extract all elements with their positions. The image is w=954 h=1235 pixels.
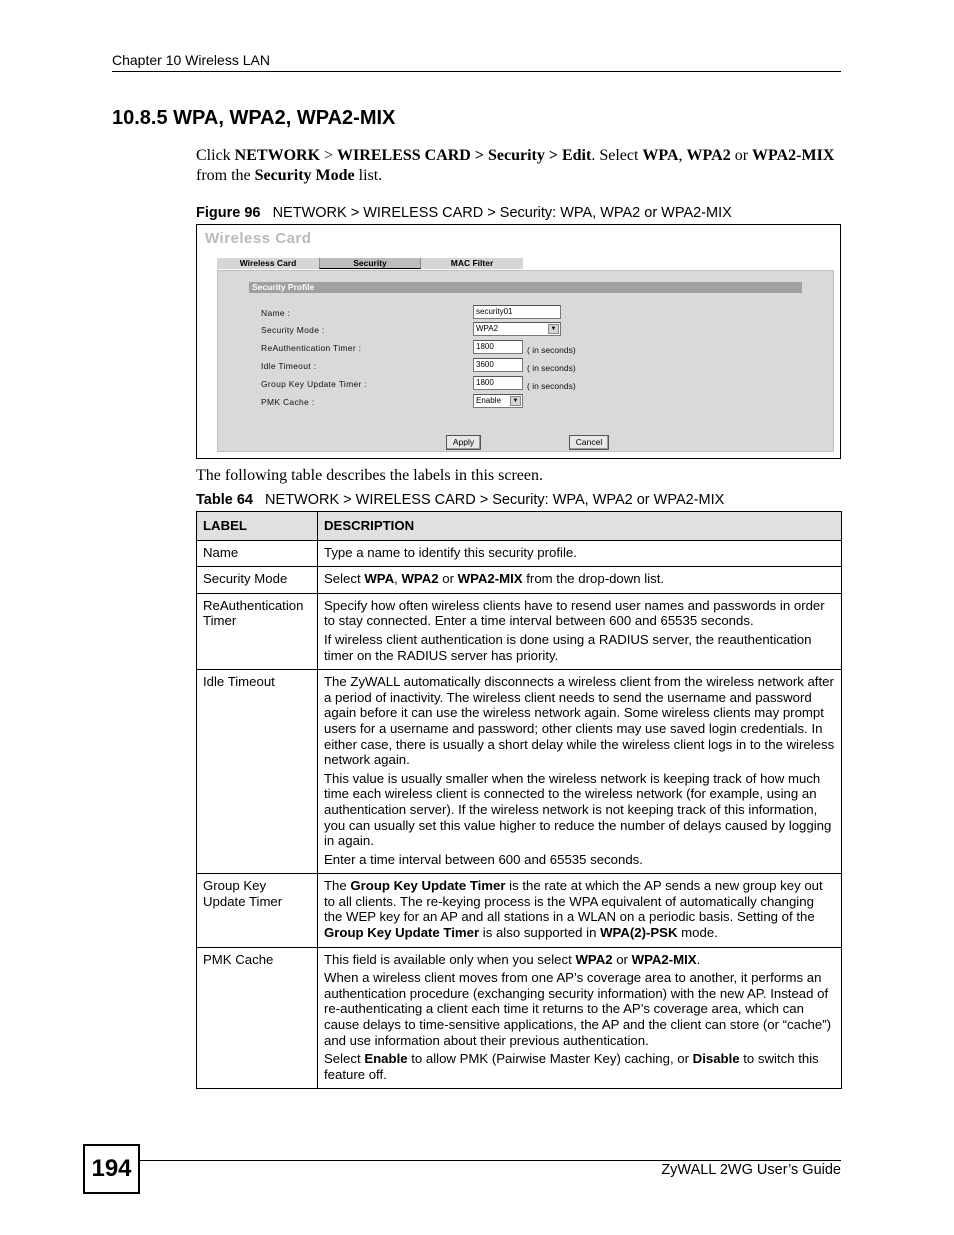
table-header-row <box>197 512 842 541</box>
table-caption: Table 64 NETWORK > WIRELESS CARD > Security: WPA, WPA2 or WPA2-MIX <box>196 492 725 508</box>
pmk-cache-select[interactable]: Enable ▼ <box>473 394 523 408</box>
row-label: Name <box>197 540 318 567</box>
labels-table <box>196 511 842 1089</box>
group-key-timer-input[interactable]: 1800 <box>473 376 523 390</box>
row-label: Group Key Update Timer <box>197 874 318 947</box>
row-label: Idle Timeout <box>197 670 318 874</box>
reauth-timer-input[interactable]: 1800 <box>473 340 523 354</box>
apply-button[interactable]: Apply <box>446 435 481 450</box>
header-rule <box>112 71 841 72</box>
tab-bar <box>217 258 523 269</box>
header-label: LABEL <box>197 512 318 541</box>
guide-title: ZyWALL 2WG User’s Guide <box>661 1162 841 1178</box>
row-description: Select WPA, WPA2 or WPA2-MIX from the drop-down list. <box>318 567 842 594</box>
row-description: Specify how often wireless clients have to resend user names and passwords in order to stay connected. Enter a time interval between 600 and 65535 seconds. If wireless client authentication is done using a RADIUS server, the reauthentication timer on the RADIUS server has priority. <box>318 593 842 669</box>
security-profile-bar: Security Profile <box>249 282 802 293</box>
table-row <box>197 540 842 567</box>
row-description: Type a name to identify this security profile. <box>318 540 842 567</box>
row-description: The Group Key Update Timer is the rate at which the AP sends a new group key out to all clients. The re-keying process is the WPA equivalent of automatically changing the WEP key for an AP and all stations in a WLAN on a periodic basis. Setting of the Group Key Update Timer is also supported in WPA(2)-PSK mode. <box>318 874 842 947</box>
group-key-timer-label: Group Key Update Timer : <box>261 379 367 389</box>
reauth-timer-label: ReAuthentication Timer : <box>261 343 362 353</box>
table-label: Table 64 <box>196 492 253 508</box>
row-label: Security Mode <box>197 567 318 594</box>
figure-label: Figure 96 <box>196 205 261 221</box>
chevron-down-icon: ▼ <box>510 396 521 406</box>
section-title: 10.8.5 WPA, WPA2, WPA2-MIX <box>112 107 396 129</box>
table-row <box>197 593 842 669</box>
name-input[interactable]: security01 <box>473 305 561 319</box>
reauth-timer-unit: ( in seconds) <box>527 345 576 355</box>
name-label: Name : <box>261 308 291 318</box>
row-label: ReAuthentication Timer <box>197 593 318 669</box>
tab-mac-filter[interactable]: MAC Filter <box>450 258 494 268</box>
footer-rule <box>140 1160 841 1161</box>
row-description: The ZyWALL automatically disconnects a wireless client from the wireless network after a period of inactivity. The wireless client needs to send the username and password again before it can use the wireless network again. Some wireless clients may prompt users for a username and password; other clients may use saved login credentials. In either case, there is usually a short delay while the wireless client logs in to the wireless network again. This value is usually smaller when the wireless network is keeping track of how much time each wireless client is connected to the wireless network (for example, using an authentication server). If the wireless network is not keeping track of this information, you can usually set this value higher to reduce the number of delays caused by logging in again. Enter a time interval between 600 and 65535 seconds. <box>318 670 842 874</box>
figure-caption: Figure 96 NETWORK > WIRELESS CARD > Security: WPA, WPA2 or WPA2-MIX <box>196 205 732 221</box>
tab-wireless-card[interactable]: Wireless Card <box>239 258 297 268</box>
group-key-timer-unit: ( in seconds) <box>527 381 576 391</box>
table-row <box>197 874 842 947</box>
table-intro: The following table describes the labels in this screen. <box>196 467 544 484</box>
row-description: This field is available only when you select WPA2 or WPA2-MIX. When a wireless client moves from one AP’s coverage area to another, it performs an authentication procedure (exchanging security information) with the new AP. Instead of re-authenticating a client each time it returns to the AP’s coverage area, which can cause delays to time-sensitive applications, the AP and the client can store (or “cache”) and use information about their previous authentication. Select Enable to allow PMK (Pairwise Master Key) caching, or Disable to switch this feature off. <box>318 947 842 1089</box>
panel-title: Wireless Card <box>205 230 312 247</box>
chevron-down-icon: ▼ <box>548 324 559 334</box>
chapter-header: Chapter 10 Wireless LAN <box>112 52 270 68</box>
table-row <box>197 670 842 874</box>
header-description: DESCRIPTION <box>318 512 842 541</box>
idle-timeout-label: Idle Timeout : <box>261 361 317 371</box>
idle-timeout-unit: ( in seconds) <box>527 363 576 373</box>
table-row <box>197 947 842 1089</box>
cancel-button[interactable]: Cancel <box>569 435 609 450</box>
security-profile-panel <box>217 270 834 452</box>
idle-timeout-input[interactable]: 3600 <box>473 358 523 372</box>
tab-security[interactable]: Security <box>319 258 421 269</box>
figure-screenshot <box>196 224 841 459</box>
pmk-cache-label: PMK Cache : <box>261 397 315 407</box>
page-number: 194 <box>83 1144 140 1194</box>
intro-paragraph: Click NETWORK > WIRELESS CARD > Security > Edit. Select WPA, WPA2 or WPA2-MIX from the Security Mode list. <box>196 147 835 184</box>
security-mode-label: Security Mode : <box>261 325 325 335</box>
table-row <box>197 567 842 594</box>
row-label: PMK Cache <box>197 947 318 1089</box>
security-mode-select[interactable]: WPA2 ▼ <box>473 322 561 336</box>
